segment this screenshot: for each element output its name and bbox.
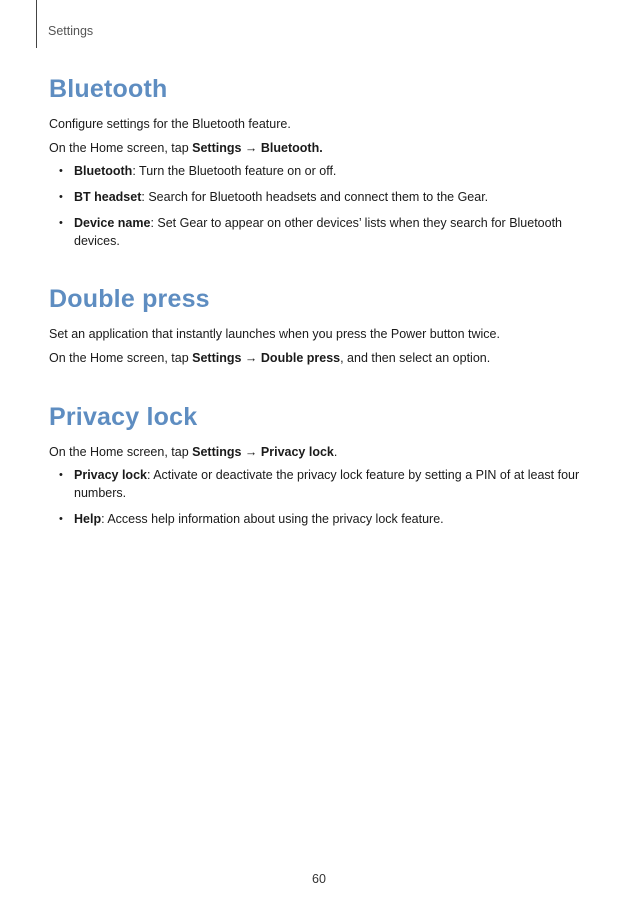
path-prefix: On the Home screen, tap bbox=[49, 141, 193, 155]
list-item bbox=[49, 510, 594, 528]
bullet: • bbox=[59, 191, 63, 203]
section-title-double-press: Double press bbox=[49, 285, 210, 313]
privacy-lock-path bbox=[49, 442, 594, 462]
double-press-intro: Set an application that instantly launches when you press the Power button twice. bbox=[49, 327, 500, 341]
list-item bbox=[49, 162, 594, 180]
path-suffix: . bbox=[333, 445, 338, 459]
item-term: Device name bbox=[74, 216, 151, 230]
arrow: → bbox=[241, 351, 261, 365]
running-header: Settings bbox=[48, 24, 94, 38]
page-number: 60 bbox=[312, 872, 326, 886]
header-rule bbox=[36, 0, 37, 48]
path-prefix: On the Home screen, tap bbox=[49, 351, 193, 365]
bullet: • bbox=[59, 217, 63, 229]
section-title-privacy-lock: Privacy lock bbox=[49, 403, 198, 431]
path-double-press: Double press bbox=[260, 351, 341, 365]
item-text: : Search for Bluetooth headsets and connect them to the Gear. bbox=[141, 190, 489, 204]
section-double-press bbox=[49, 284, 594, 372]
section-privacy-lock bbox=[49, 402, 594, 536]
path-suffix: , and then select an option. bbox=[340, 351, 491, 365]
path-prefix: On the Home screen, tap bbox=[49, 445, 193, 459]
bullet: • bbox=[59, 513, 63, 525]
bullet: • bbox=[59, 469, 63, 481]
item-term: Help bbox=[74, 512, 102, 526]
item-text: : Set Gear to appear on other devices’ lists when they search for Bluetooth devices. bbox=[74, 216, 563, 248]
item-text: : Turn the Bluetooth feature on or off. bbox=[132, 164, 337, 178]
section-title-bluetooth: Bluetooth bbox=[49, 75, 168, 103]
item-term: BT headset bbox=[74, 190, 142, 204]
section-bluetooth bbox=[49, 74, 594, 258]
item-text: : Access help information about using the privacy lock feature. bbox=[101, 512, 444, 526]
item-text: : Activate or deactivate the privacy lock feature by setting a PIN of at least four numbers. bbox=[74, 468, 580, 500]
bullet: • bbox=[59, 165, 63, 177]
path-settings: Settings bbox=[192, 351, 242, 365]
list-item bbox=[49, 188, 594, 206]
path-privacy-lock: Privacy lock bbox=[260, 445, 334, 459]
double-press-path bbox=[49, 348, 594, 368]
list-item bbox=[49, 214, 594, 250]
privacy-lock-options-list bbox=[49, 466, 594, 528]
path-settings: Settings bbox=[192, 141, 242, 155]
path-settings: Settings bbox=[192, 445, 242, 459]
item-term: Privacy lock bbox=[74, 468, 147, 482]
item-term: Bluetooth bbox=[74, 164, 133, 178]
arrow: → bbox=[241, 141, 261, 155]
arrow: → bbox=[241, 445, 261, 459]
bluetooth-path bbox=[49, 138, 594, 158]
list-item bbox=[49, 466, 594, 502]
path-bluetooth: Bluetooth. bbox=[260, 141, 323, 155]
bluetooth-options-list bbox=[49, 162, 594, 250]
bluetooth-intro: Configure settings for the Bluetooth feature. bbox=[49, 117, 291, 131]
